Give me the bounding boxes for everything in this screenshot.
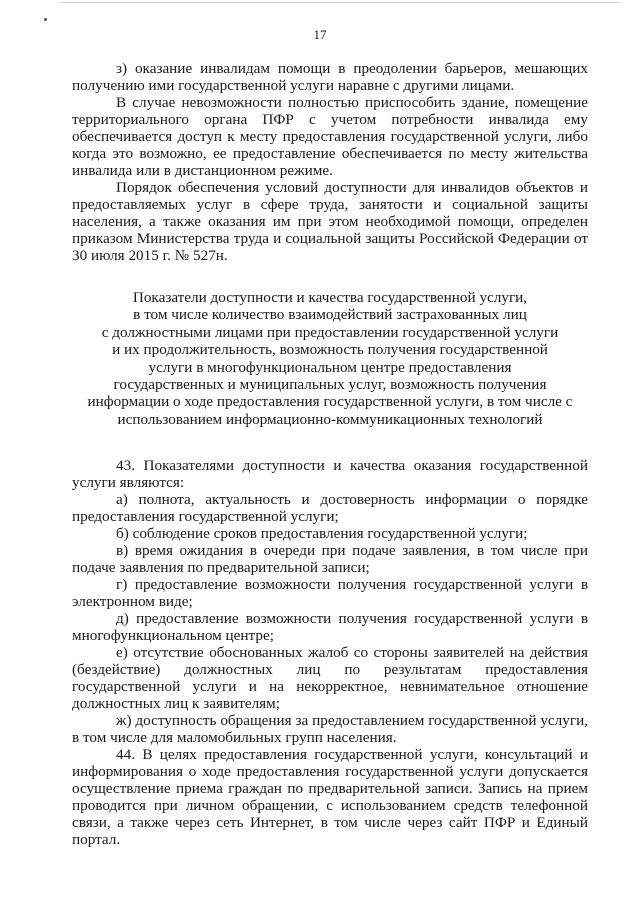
list-item-g: г) предоставление возможности получения государственной услуги в электронном виде; [72,576,588,611]
list-item-a: а) полнота, актуальность и достоверность информации о порядке предоставления государственной услуги; [72,491,588,526]
section-heading [72,289,588,428]
list-item-d: д) предоставление возможности получения государственной услуги в многофункциональном центре; [72,610,588,645]
heading-line: государственных и муниципальных услуг, возможность получения [113,376,547,394]
document-body [72,60,588,848]
paragraph-building-access: В случае невозможности полностью приспособить здание, помещение территориального органа ПФР с учетом потребности инвалида ему обеспечивается доступ к месту предоставления государственной услуги, либо когда это возможно, ее предоставление обеспечивается по месту жительства инвалида или в дистанционном режиме. [72,94,588,179]
paragraph-accessibility-order: Порядок обеспечения условий доступности для инвалидов объектов и предоставляемых услуг в сфере труда, занятости и социальной защиты населения, а также оказания им при этом необходимой помощи, определен приказом Министерства труда и социальной защиты Российской Федерации от 30 июля 2015 г. № 527н. [72,179,588,264]
list-item-e: е) отсутствие обоснованных жалоб со стороны заявителей на действия (бездействие) должностных лиц по результатам предоставления государственной услуги и на некорректное, невнимательное отношение должностных лиц к заявителям; [72,644,588,713]
heading-line: использованием информационно-коммуникационных технологий [117,410,543,428]
list-item-b: б) соблюдение сроков предоставления государственной услуги; [116,525,528,543]
heading-line: услуги в многофункциональном центре предоставления [148,358,512,376]
page-number: 17 [313,27,327,42]
heading-line: и их продолжительность, возможность получения государственной [112,341,548,359]
heading-line: Показатели доступности и качества государственной услуги, [132,289,528,306]
paragraph-44: 44. В целях предоставления государственной услуги, консультаций и информирования о ходе предоставления государственной услуги допускается осуществление приема граждан по предварительной записи. Запись на прием проводится при личном обращении, с использованием средств телефонной связи, а также через сеть Интернет, в том числе через сайт ПФР и Единый портал. [72,746,588,849]
heading-line: в том числе количество взаимодействий застрахованных лиц [133,306,527,324]
heading-line: с должностными лицами при предоставлении государственной услуги [101,323,559,341]
list-item-v: в) время ожидания в очереди при подаче заявления, в том числе при подаче заявления по предварительной записи; [72,542,588,577]
paragraph-43-intro: 43. Показателями доступности и качества оказания государственной услуги являются: [72,457,588,492]
scan-artifact-dot [44,18,47,21]
heading-line: информации о ходе предоставления государственной услуги, в том числе с [87,393,573,411]
list-item-zh: ж) доступность обращения за предоставлением государственной услуги, в том числе для маломобильных групп населения. [72,712,588,747]
paragraph-item-z: з) оказание инвалидам помощи в преодолении барьеров, мешающих получению ими государственной услуги наравне с другими лицами. [72,60,588,94]
scan-top-edge [60,2,620,3]
